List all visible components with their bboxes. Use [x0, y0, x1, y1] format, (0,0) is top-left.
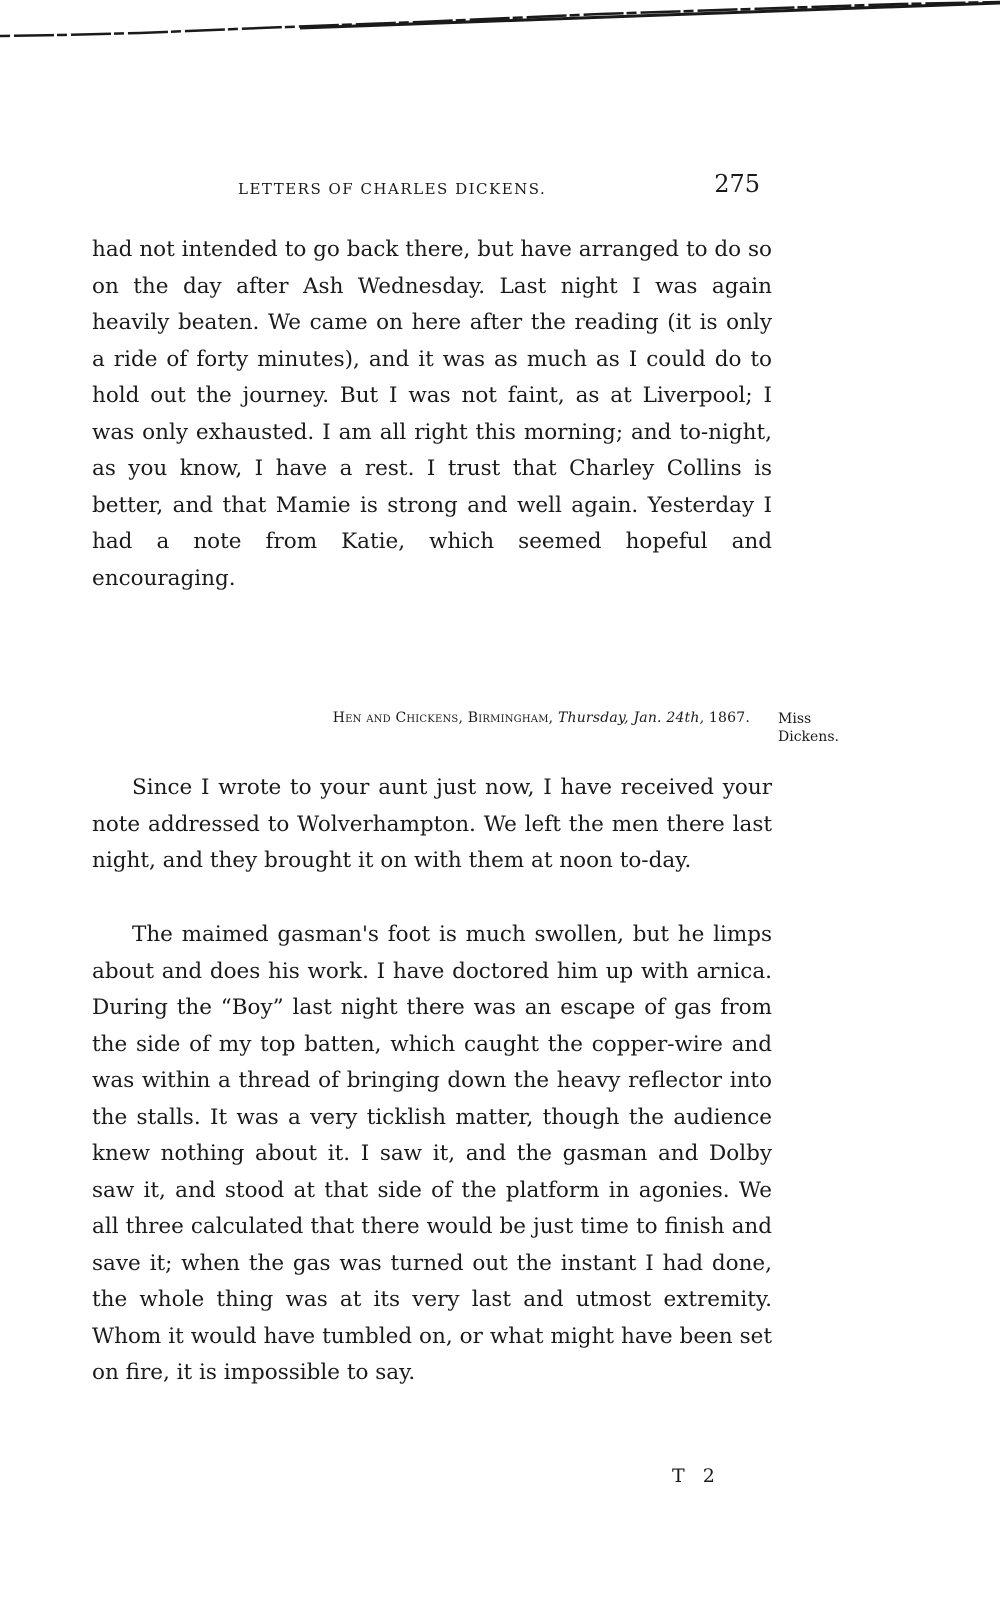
recipient-margin-note: [778, 710, 858, 746]
letter-paragraph-2: The maimed gasman's foot is much swollen, but he limps about and does his work. I have doctored him up with arnica. During the “Boy” last night there was an escape of gas from the side of my top batten, which caught the copper-wire and was within a thread of bringing down the heavy reflector into the stalls. It was a very ticklish matter, though the audience knew nothing about it. I saw it, and the gasman and Dolby saw it, and stood at that side of the platform in agonies. We all three calculated that there would be just time to finish and save it; when the gas was turned out the instant I had done, the whole thing was at its very last and utmost extremity. Whom it would have tumbled on, or what might have been set on fire, it is impossible to say.: [92, 922, 772, 1385]
signature-mark: T 2: [672, 1465, 721, 1487]
dateline-year: 1867.: [708, 710, 750, 726]
page-number: 275: [714, 170, 760, 198]
continuation-paragraph: had not intended to go back there, but have arranged to do so on the day after Ash Wednesday. Last night I was again heavily beaten. We came on here after the reading (it is only a ride of forty minutes), and it was as much as I could do to hold out the journey. But I was not faint, as at Liverpool; I was only exhausted. I am all right this morning; and to-night, as you know, I have a rest. I trust that Charley Collins is better, and that Mamie is strong and well again. Yesterday I had a note from Katie, which seemed hopeful and encouraging.: [92, 237, 772, 591]
top-edge-rule: [0, 0, 1000, 40]
dateline-day: Thursday, Jan. 24th,: [557, 710, 705, 726]
letter-dateline: [160, 710, 750, 726]
recipient-line-1: Miss: [778, 711, 812, 727]
letter-paragraph-1: Since I wrote to your aunt just now, I have received your note addressed to Wolverhampton. We left the men there last night, and they brought it on with them at noon to-day.: [92, 775, 772, 873]
dateline-place: Hen and Chickens, Birmingham,: [332, 710, 554, 726]
recipient-line-2: Dickens.: [778, 729, 839, 745]
running-title: LETTERS OF CHARLES DICKENS.: [238, 180, 547, 198]
running-head: [90, 170, 760, 206]
